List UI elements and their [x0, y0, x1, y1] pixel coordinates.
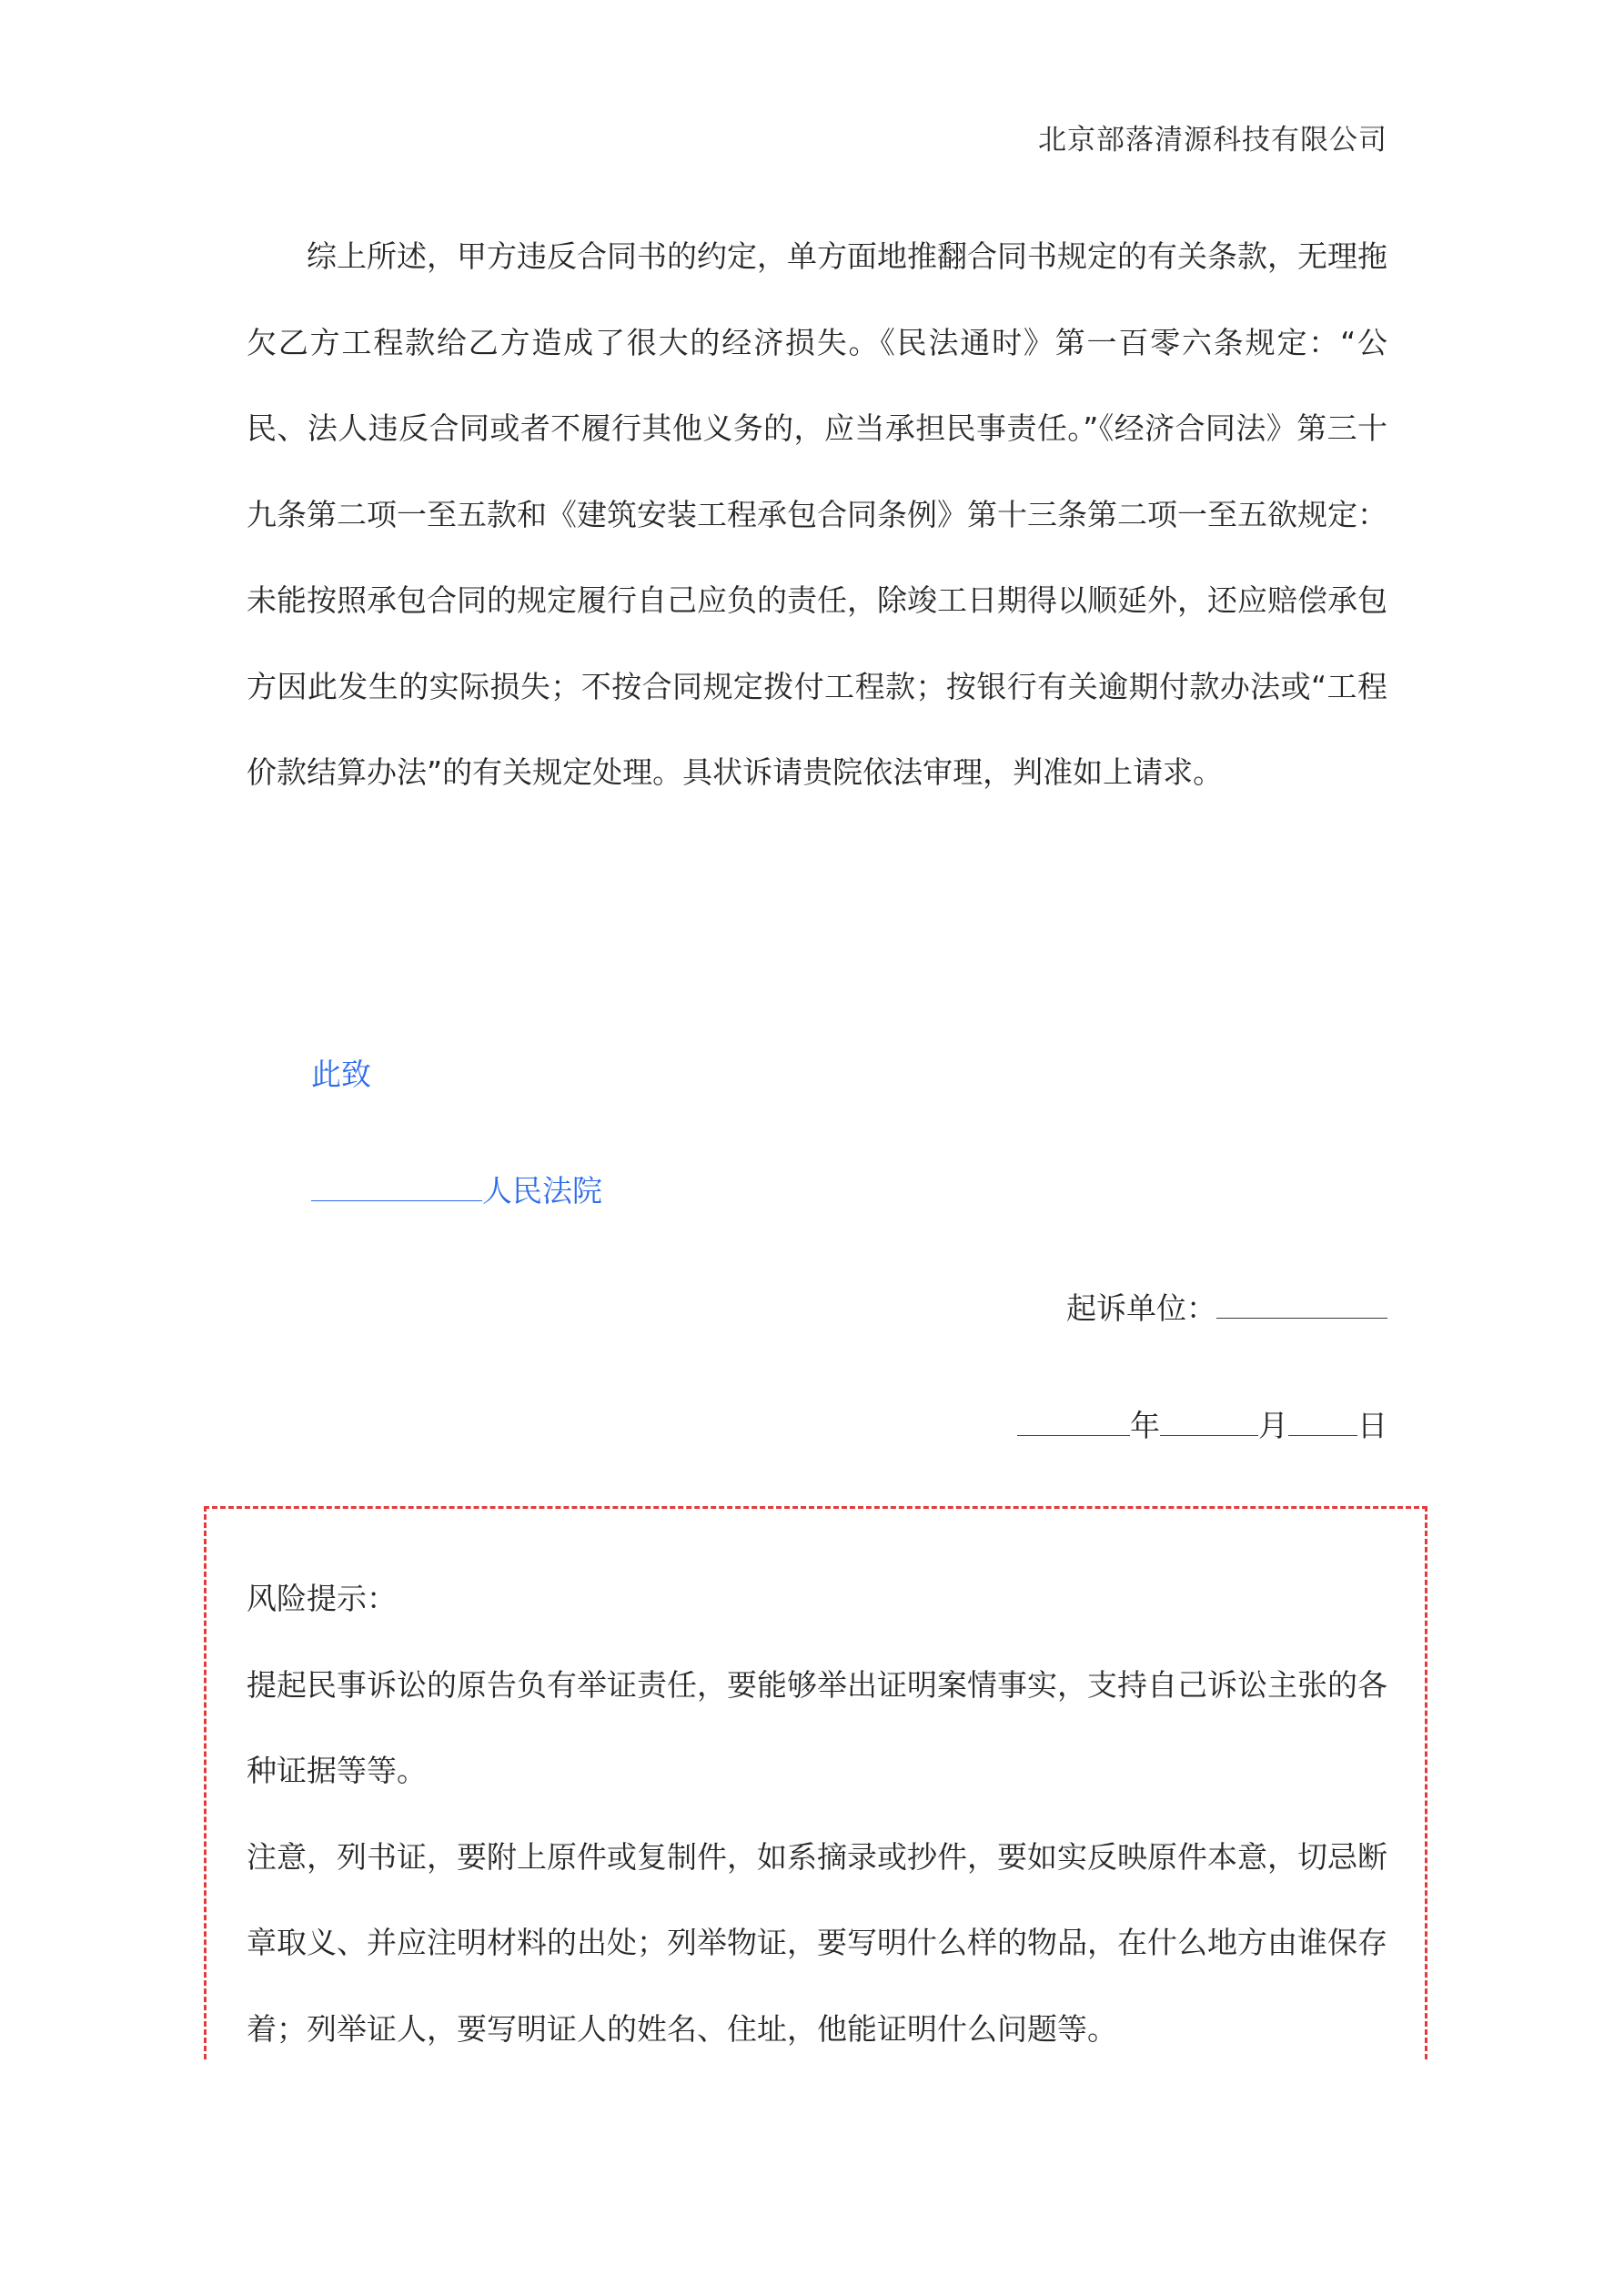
- company-name: 北京部落清源科技有限公司: [1038, 124, 1387, 157]
- conclusion-paragraph: 综上所述，甲方违反合同书的约定，单方面地推翻合同书规定的有关条款，无理拖欠乙方工程款给乙方造成了很大的经济损失。《民法通时》第一百零六条规定：“公民、法人违反合同或者不履行其他义务的，应当承担民事责任。”《经济合同法》第三十九条第二项一至五款和《建筑安装工程承包合同条例》第十三条第二项一至五欲规定：未能按照承包合同的规定履行自己应负的责任，除竣工日期得以顺延外，还应赔偿承包方因此发生的实际损失；不按合同规定拨付工程款；按银行有关逾期付款办法或“工程价款结算办法”的有关规定处理。具状诉请贵院依法审理，判准如上请求。: [247, 238, 1387, 790]
- plaintiff-unit-label: 起诉单位：: [1066, 1290, 1216, 1326]
- year-label: 年: [1130, 1408, 1160, 1443]
- risk-line: 注意，列书证，要附上原件或复制件，如系摘录或抄件，要如实反映原件本意，切忌断章取义、并应注明材料的出处；列举物证，要写明什么样的物品，在什么地方由谁保存着；列举证人，要写明证人的姓名、住址，他能证明什么问题等。: [247, 1838, 1387, 2047]
- date-line: [1017, 1402, 1387, 1445]
- day-blank: [1288, 1403, 1357, 1436]
- risk-notice: [247, 1556, 1387, 2072]
- day-label: 日: [1357, 1408, 1387, 1443]
- year-blank: [1017, 1403, 1130, 1436]
- court-name-blank: [311, 1168, 482, 1201]
- risk-line: 提起民事诉讼的原告负有举证责任，要能够举出证明案情事实，支持自己诉讼主张的各种证据等等。: [247, 1666, 1387, 1788]
- month-blank: [1160, 1403, 1258, 1436]
- salutation: 此致: [311, 1057, 371, 1092]
- month-label: 月: [1258, 1408, 1288, 1443]
- risk-title: 风险提示：: [247, 1581, 397, 1616]
- court-suffix: 人民法院: [482, 1173, 602, 1209]
- court-line: [311, 1168, 602, 1210]
- plaintiff-unit-blank: [1216, 1286, 1387, 1319]
- plaintiff-signature: [1066, 1285, 1387, 1328]
- complaint-body: [247, 214, 1387, 816]
